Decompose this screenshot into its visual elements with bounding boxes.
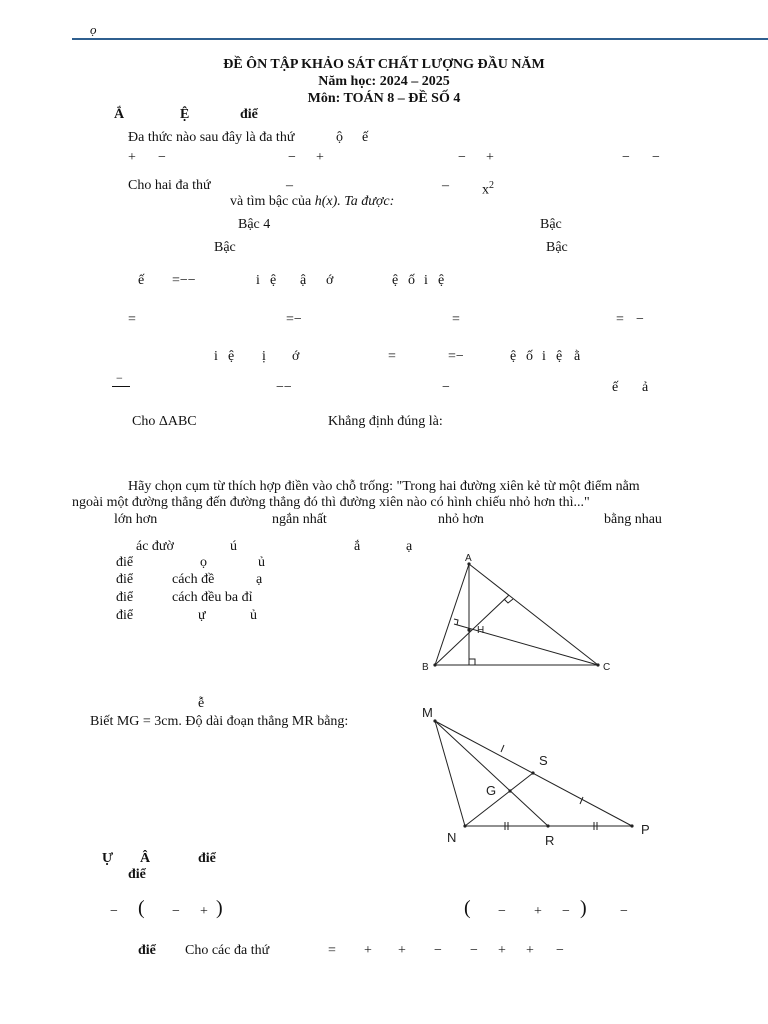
q5-text: Cho ΔABC	[132, 414, 197, 429]
title-line-2: Năm học: 2024 – 2025	[318, 74, 450, 89]
q1-opt-b-1: −	[288, 150, 296, 165]
header-rule	[72, 38, 768, 40]
q3-frag-h: ố	[408, 273, 415, 288]
figure-triangle-medians	[410, 700, 660, 850]
q6-opt-d: bằng nhau	[604, 512, 662, 527]
q7-l1-a: ác đườ	[136, 539, 174, 554]
p2-points: điể	[138, 943, 156, 958]
q7-l3-b: cách đề	[172, 572, 215, 587]
q4-frag-e: =	[388, 349, 396, 364]
q3-frag-c: i	[256, 273, 260, 288]
q1-opt-a-2: −	[158, 150, 166, 165]
q4-opt-b: −−	[276, 380, 292, 395]
label-s: S	[539, 753, 548, 768]
right-angle-mark-base	[469, 659, 475, 665]
q2-exponent: 2	[489, 180, 494, 191]
figure-triangle-orthocenter	[410, 550, 620, 680]
p2-text: Cho các đa thứ	[185, 943, 270, 958]
q3-frag-e: ậ	[300, 273, 307, 288]
q3-frag-j: ệ	[438, 273, 445, 288]
q3-frag-f: ớ	[326, 273, 334, 288]
q3-opt-a: =	[128, 312, 136, 327]
p2-op-7: +	[526, 943, 534, 958]
p1-plus-1: +	[200, 904, 208, 919]
q1-frag-2: ộ	[336, 130, 343, 145]
q4-frag-g: ệ	[510, 349, 517, 364]
q1-opt-d-1: −	[622, 150, 630, 165]
q6-opt-c: nhỏ hơn	[438, 512, 484, 527]
q2-minus-1: –	[286, 178, 293, 193]
q5-question: Khẳng định đúng là:	[328, 414, 443, 429]
q3-frag-b: =−−	[172, 273, 196, 288]
p2-op-4: −	[434, 943, 442, 958]
p1-minus-5: −	[620, 904, 628, 919]
q1-opt-d-2: −	[652, 150, 660, 165]
q3-opt-b: =−	[286, 312, 302, 327]
p2-op-2: +	[364, 943, 372, 958]
q2-opt-a: Bậc 4	[238, 217, 271, 232]
q1-frag-3: ế	[362, 130, 369, 145]
q2-text: Cho hai đa thứ	[128, 178, 211, 193]
q4-frag-m: ả	[642, 380, 649, 395]
title-line-1: ĐỀ ÔN TẬP KHẢO SÁT CHẤT LƯỢNG ĐẦU NĂM	[223, 57, 545, 72]
label-g: G	[486, 783, 497, 798]
p1-minus-3: −	[498, 904, 506, 919]
q7-l1-b: ú	[230, 539, 237, 554]
q7-l5-b: ự	[198, 608, 206, 623]
q7-l5-a: điể	[116, 608, 134, 623]
label-p: P	[641, 822, 650, 837]
q3-frag-i: i	[424, 273, 428, 288]
q1-opt-c-2: +	[486, 150, 494, 165]
q1-opt-b-2: +	[316, 150, 324, 165]
q7-l1-c: ắ	[354, 539, 361, 554]
q4-frag-b: ệ	[228, 349, 235, 364]
tick-ms	[501, 745, 504, 752]
p2-op-8: −	[556, 943, 564, 958]
q4-frag-j: ệ	[556, 349, 563, 364]
label-n: N	[447, 830, 457, 845]
q7-l1-d: ạ	[406, 539, 413, 554]
label-c: C	[603, 662, 611, 673]
p1-paren-open-1: (	[138, 897, 145, 919]
altitude-from-c	[454, 624, 598, 665]
q7-l4-a: điể	[116, 590, 134, 605]
label-h: H	[477, 625, 485, 636]
q3-opt-d-frac: −	[636, 312, 644, 327]
right-angle-mark-ac	[504, 599, 513, 603]
p1-minus-4: −	[562, 904, 570, 919]
q4-frac-top: −	[116, 371, 123, 385]
label-a: A	[465, 553, 472, 564]
q7-l4-b: cách đều ba đỉ	[172, 590, 253, 605]
q6-opt-b: ngắn nhất	[272, 512, 327, 527]
p1-plus-2: +	[534, 904, 542, 919]
q8-frag: ễ	[198, 696, 205, 711]
q7-l3-c: ạ	[256, 572, 263, 587]
q1-opt-c-1: −	[458, 150, 466, 165]
p2-op-6: +	[498, 943, 506, 958]
q3-frag-g: ệ	[392, 273, 399, 288]
altitude-from-b	[435, 595, 509, 665]
q2-x: $x^2$	[482, 180, 494, 198]
q3-opt-d: =	[616, 312, 624, 327]
p2-op-5: −	[470, 943, 478, 958]
p1-minus-2: −	[172, 904, 180, 919]
q6-line-2: ngoài một đường thẳng đến đường thẳng đó thì đường xiên nào có hình chiếu nhỏ hơn thì..."	[72, 495, 590, 510]
q2-opt-b: Bậc	[540, 217, 562, 232]
header-mark: ọ	[90, 22, 97, 37]
q4-frag-h: ố	[526, 349, 533, 364]
q4-frag-f: =−	[448, 349, 464, 364]
q4-frac-bar	[112, 386, 130, 387]
q7-l5-c: ủ	[250, 608, 257, 623]
p1-paren-close-1: )	[216, 897, 223, 919]
q7-l3-a: điể	[116, 572, 134, 587]
q3-opt-c: =	[452, 312, 460, 327]
section1-frag-c: điể	[240, 107, 258, 122]
median-mr	[435, 721, 548, 826]
q4-frag-a: i	[214, 349, 218, 364]
label-b: B	[422, 662, 429, 673]
p2-op-3: +	[398, 943, 406, 958]
q7-l2-c: ủ	[258, 555, 265, 570]
q8-text: Biết MG = 3cm. Độ dài đoạn thẳng MR bằng:	[90, 714, 349, 729]
section2-frag-c: điể	[198, 851, 216, 866]
q4-frag-d: ớ	[292, 349, 300, 364]
q1-opt-a-1: +	[128, 150, 136, 165]
p1-paren-close-2: )	[580, 897, 587, 919]
q2-opt-c: Bậc	[214, 240, 236, 255]
q4-opt-c: −	[442, 380, 450, 395]
q4-frag-k: ằ	[574, 349, 581, 364]
q7-l2-b: ọ	[200, 555, 207, 570]
q1-text: Đa thức nào sau đây là đa thứ	[128, 130, 295, 145]
q4-frag-c: ị	[262, 349, 266, 364]
section2-frag-b: Â	[140, 851, 151, 866]
p2-op-1: =	[328, 943, 336, 958]
q3-frag-d: ệ	[270, 273, 277, 288]
q4-frag-i: i	[542, 349, 546, 364]
q3-frag-a: ế	[138, 273, 145, 288]
p1-paren-open-2: (	[464, 897, 471, 919]
q2-line2: và tìm bậc của h(x). Ta được:	[230, 194, 395, 209]
section1-frag-b: Ệ	[180, 107, 190, 122]
side-ab	[435, 564, 469, 665]
q2-minus-2: –	[442, 178, 449, 193]
q6-line-1: Hãy chọn cụm từ thích hợp điền vào chỗ trống: "Trong hai đường xiên kẻ từ một điểm nằm	[128, 479, 640, 494]
title-line-3: Môn: TOÁN 8 – ĐỀ SỐ 4	[307, 91, 461, 106]
q7-l2-a: điể	[116, 555, 134, 570]
p1-minus-1: −	[110, 904, 118, 919]
q2-opt-d: Bậc	[546, 240, 568, 255]
section2-frag-a: Ự	[102, 851, 114, 866]
q4-frag-l: ế	[612, 380, 619, 395]
label-m: M	[422, 705, 433, 720]
side-mn	[435, 721, 465, 826]
label-r: R	[545, 833, 555, 848]
section2-frag-d: điể	[128, 867, 146, 882]
q6-opt-a: lớn hơn	[114, 512, 158, 527]
section1-frag-a: Ắ	[114, 107, 125, 122]
